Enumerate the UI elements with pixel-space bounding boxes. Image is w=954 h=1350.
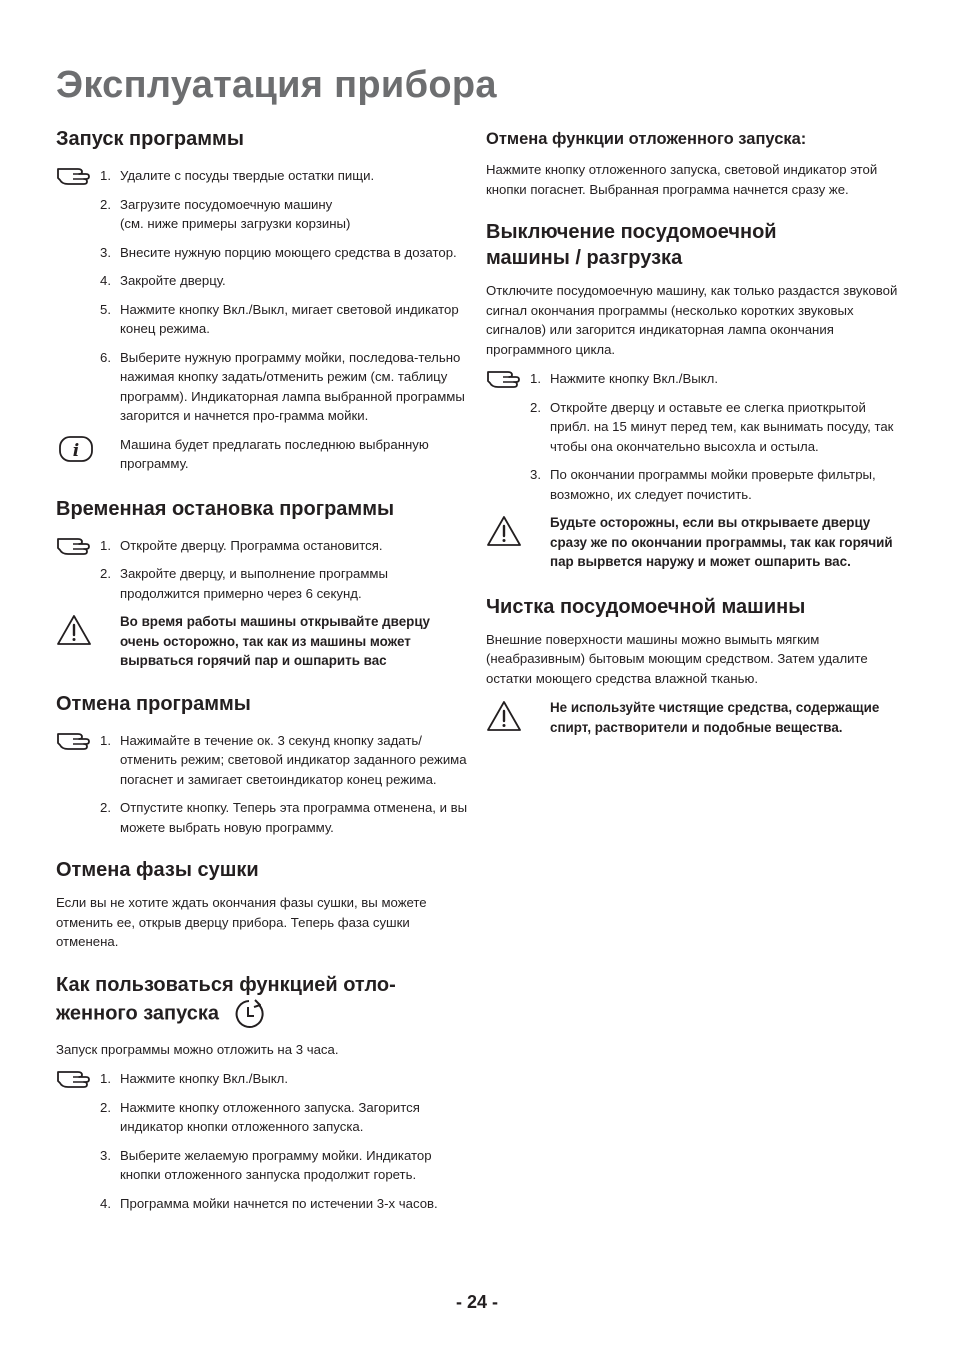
list-item: 4. Программа мойки начнется по истечении 3-х часов. <box>100 1195 438 1211</box>
list-item: 1. Нажмите кнопку Вкл./Выкл. <box>100 1071 288 1086</box>
paragraph-dry: Если вы не хотите ждать окончания фазы сушки, вы можете отменить ее, открыв дверцу прибора. Теперь фаза сушки отменена. <box>56 895 427 949</box>
section-heading-clean: Чистка посудомоечной машины <box>486 595 806 618</box>
list-item: 2. Загрузите посудомоечную машину (см. ниже примеры загрузки корзины) <box>100 196 351 231</box>
page-title: Эксплуатация прибора <box>56 64 497 106</box>
list-item: 2. Откройте дверцу и оставьте ее слегка приоткрытой прибл. на 15 минут перед тем, как вынимать посуду, так чтобы она окончательно высохла и остыла. <box>530 399 894 454</box>
step-list-start <box>56 166 468 426</box>
list-item: 6. Выберите нужную программу мойки, последова-тельно нажимая кнопку задать/отменить режим (см. таблицу программ). Индикаторная лампа выбранной программы загорится и начнется про-грамма мойки. <box>100 349 465 423</box>
list-item: 2. Отпустите кнопку. Теперь эта программа отменена, и вы можете выбрать новую программу. <box>100 800 468 835</box>
list-item: 1. Нажимайте в течение ок. 3 секунд кнопку задать/отменить режим; световой индикатор заданного режима погаснет и замигает светоиндикатор конец режима. <box>100 732 467 787</box>
page-number: - 24 - <box>455 1292 498 1312</box>
left-column <box>56 126 468 1222</box>
info-note: i Машина будет предлагать последнюю выбранную программу. <box>56 435 468 474</box>
step-list-cancel <box>56 731 468 838</box>
list-item: 4. Закройте дверцу. <box>100 273 226 288</box>
list-item: 1. Удалите с посуды твердые остатки пищи. <box>100 168 375 183</box>
paragraph-cancel-delay: Нажмите кнопку отложенного запуска, световой индикатор этой кнопки погаснет. Выбранная программа начнется сразу же. <box>486 162 878 197</box>
step-list-pause <box>56 536 468 604</box>
paragraph-delay: Запуск программы можно отложить на 3 часа. <box>56 1041 339 1057</box>
step-list-off <box>486 369 900 504</box>
info-icon <box>58 435 94 463</box>
section-heading-start: Запуск программы <box>56 128 244 150</box>
paragraph-clean: Внешние поверхности машины можно вымыть мягким (неабразивным) бытовым моющим средством. Затем удалите остатки моющего средства влажной тканью. <box>486 631 868 686</box>
warning-icon <box>486 515 522 547</box>
warning-note: Не используйте чистящие средства, содержащие спирт, растворители и подобные вещества. <box>486 698 900 737</box>
warning-note: Будьте осторожны, если вы открываете дверцу сразу же по окончании программы, так как горячий пар вырвется наружу и может ошпарить вас. <box>486 513 900 572</box>
section-heading-cancel-delay: Отмена функции отложенного запуска: <box>486 130 807 148</box>
list-item: 1. Нажмите кнопку Вкл./Выкл. <box>530 371 718 386</box>
svg-text:i: i <box>72 440 80 461</box>
section-heading-off: Выключение посудомоечной машины / разгрузка <box>486 221 777 269</box>
section-heading-pause: Временная остановка программы <box>56 497 395 520</box>
list-item: 1. Откройте дверцу. Программа остановится. <box>100 537 383 553</box>
list-item: 2. Закройте дверцу, и выполнение программы продолжится примерно через 6 секунд. <box>100 566 388 601</box>
warning-icon <box>56 614 92 646</box>
list-item: 2. Нажмите кнопку отложенного запуска. Загорится индикатор кнопки отложенного запуска. <box>100 1099 420 1134</box>
list-item: 3. По окончании программы мойки проверьте фильтры, возможно, их следует почистить. <box>530 467 876 502</box>
section-heading-dry: Отмена фазы сушки <box>56 859 259 881</box>
section-heading-cancel: Отмена программы <box>56 692 251 715</box>
list-item: 3. Внесите нужную порцию моющего средства в дозатор. <box>100 244 457 260</box>
section-heading-delay: Как пользоваться функцией отло- женного запуска <box>56 972 468 1030</box>
list-item: 3. Выберите желаемую программу мойки. Индикатор кнопки отложенного занпуска продолжит гореть. <box>100 1147 432 1182</box>
right-column <box>486 128 900 737</box>
warning-icon <box>486 700 522 732</box>
paragraph-off: Отключите посудомоечную машину, как только раздастся звуковой сигнал окончания программы (несколько коротких звуковых сигналов) или загорится индикаторная лампа окончания программного цикла. <box>486 283 898 357</box>
warning-note: Во время работы машины открывайте дверцу очень осторожно, так как из машины может вырваться горячий пар и ошпарить вас <box>56 612 468 671</box>
list-item: 5. Нажмите кнопку Вкл./Выкл, мигает световой индикатор конец режима. <box>100 301 459 336</box>
delay-clock-icon <box>233 998 267 1030</box>
step-list-delay <box>56 1069 468 1213</box>
